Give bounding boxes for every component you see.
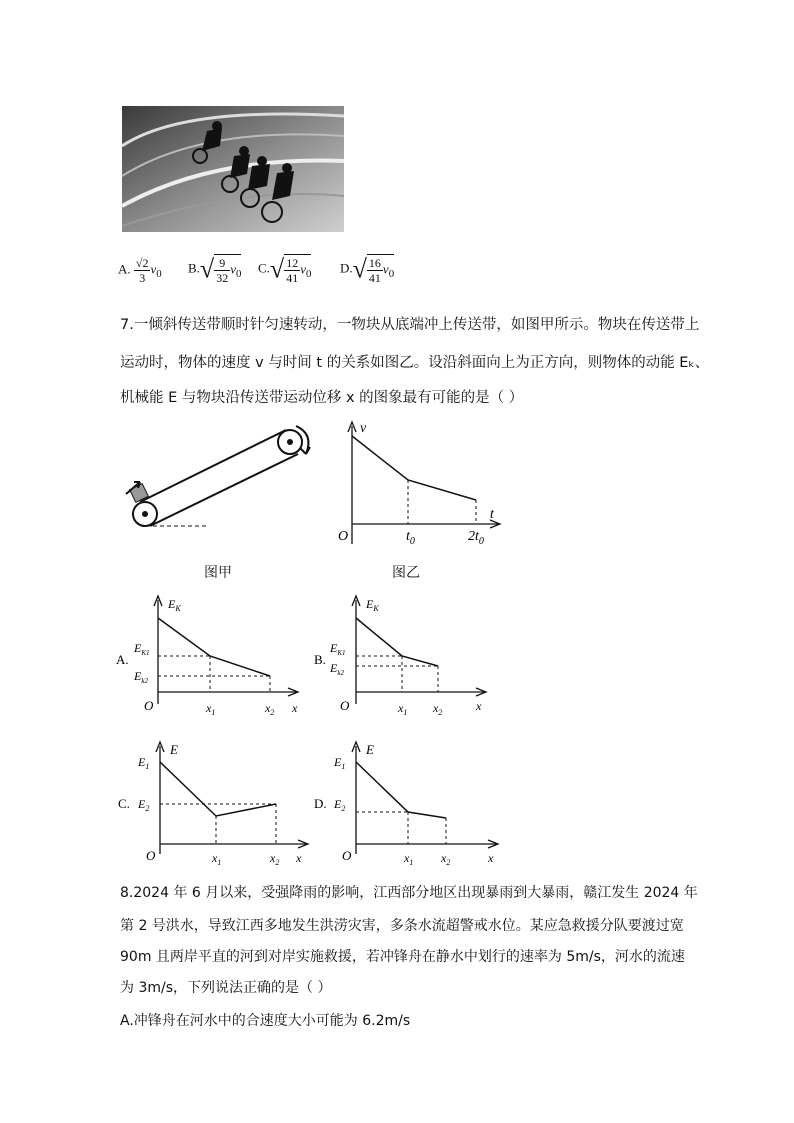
- q8-option-a: A.冲锋舟在河水中的合速度大小可能为 6.2m/s: [120, 1013, 411, 1029]
- q8-line-4: 为 3m/s，下列说法正确的是（ ）: [120, 980, 332, 996]
- option-c-label: C.: [118, 796, 130, 811]
- svg-text:E2: $E_2$: [334, 797, 346, 813]
- svg-text:x2: $x_2$: [270, 851, 280, 867]
- svg-text:x: x: [488, 851, 494, 865]
- svg-text:O: O: [146, 848, 156, 863]
- option-d-label: D.: [314, 796, 327, 811]
- q7-line-2: 运动时，物体的速度 v 与时间 t 的关系如图乙。设沿斜面向上为正方向，则物体的动能 Eₖ、: [120, 355, 710, 371]
- v-axis-label: v: [360, 421, 367, 436]
- svg-text:x1: $x_1$: [212, 851, 222, 867]
- svg-text:O: O: [342, 848, 352, 863]
- t0-label: $t_0$: [406, 529, 415, 547]
- svg-text:Ek2: $E_{k2}$: [134, 669, 148, 685]
- svg-text:O: O: [144, 698, 154, 713]
- svg-text:x: x: [296, 851, 302, 865]
- option-a-graph: [116, 592, 306, 722]
- velodrome-photo: [122, 106, 344, 232]
- t-axis-label: t: [490, 507, 494, 522]
- q8-line-3: 90m 且两岸平直的河到对岸实施救援，若冲锋舟在静水中划行的速率为 5m/s，河水的流速: [120, 949, 685, 965]
- q6-option-b: B.√ $\frac{9}{32}$ $v_0$: [188, 254, 242, 285]
- svg-text:Ek2: $E_{k2}$: [330, 661, 344, 677]
- svg-text:x: x: [292, 701, 298, 715]
- svg-text:O: O: [340, 698, 350, 713]
- svg-text:EK: $E_K$: [366, 597, 379, 613]
- q6-option-a: A. $\frac{√2}{3}$ $v_0$: [118, 256, 162, 285]
- option-a-label: A.: [116, 652, 129, 667]
- q6-option-c: C.√ $\frac{12}{41}$ $v_0$: [258, 254, 312, 285]
- svg-text:x2: $x_2$: [265, 701, 275, 717]
- svg-text:E2: $E_2$: [138, 797, 150, 813]
- q8-line-1: 8.2024 年 6 月以来，受强降雨的影响，江西部分地区出现暴雨到大暴雨，赣江发生 2024 年: [120, 885, 698, 901]
- svg-text:x1: $x_1$: [404, 851, 414, 867]
- q7-line-3: 机械能 E 与物块沿传送带运动位移 x 的图象最有可能的是（ ）: [120, 390, 524, 406]
- q6-option-d: D.√ $\frac{16}{41}$ $v_0$: [340, 254, 395, 285]
- svg-text:EK1: $E_{K1}$: [330, 641, 346, 657]
- svg-text:E: E: [170, 742, 178, 757]
- svg-text:x1: $x_1$: [206, 701, 216, 717]
- svg-text:E1: $E_1$: [334, 755, 346, 771]
- v-t-graph: [330, 418, 510, 553]
- fig-jia-caption: 图甲: [204, 565, 232, 581]
- conveyor-belt-figure: [118, 420, 318, 540]
- svg-text:EK1: $E_{K1}$: [134, 641, 150, 657]
- origin-label: O: [338, 529, 349, 544]
- 2t0-label: $2t_0$: [468, 529, 484, 547]
- svg-text:x2: $x_2$: [433, 701, 443, 717]
- svg-text:x1: $x_1$: [398, 701, 408, 717]
- svg-text:E: E: [366, 742, 374, 757]
- svg-text:x: x: [476, 699, 482, 713]
- svg-text:x2: $x_2$: [441, 851, 451, 867]
- option-d-graph: [312, 738, 512, 868]
- fig-yi-caption: 图乙: [392, 565, 420, 581]
- svg-text:EK: $E_K$: [168, 597, 181, 613]
- q7-line-1: 7.一倾斜传送带顺时针匀速转动，一物块从底端冲上传送带，如图甲所示。物块在传送带上: [120, 317, 700, 333]
- option-b-label: B.: [314, 652, 326, 667]
- option-b-graph: [314, 592, 504, 722]
- option-c-graph: [116, 738, 316, 868]
- svg-text:E1: $E_1$: [138, 755, 150, 771]
- q8-line-2: 第 2 号洪水，导致江西多地发生洪涝灾害，多条水流超警戒水位。某应急救援分队要渡过宽: [120, 918, 684, 934]
